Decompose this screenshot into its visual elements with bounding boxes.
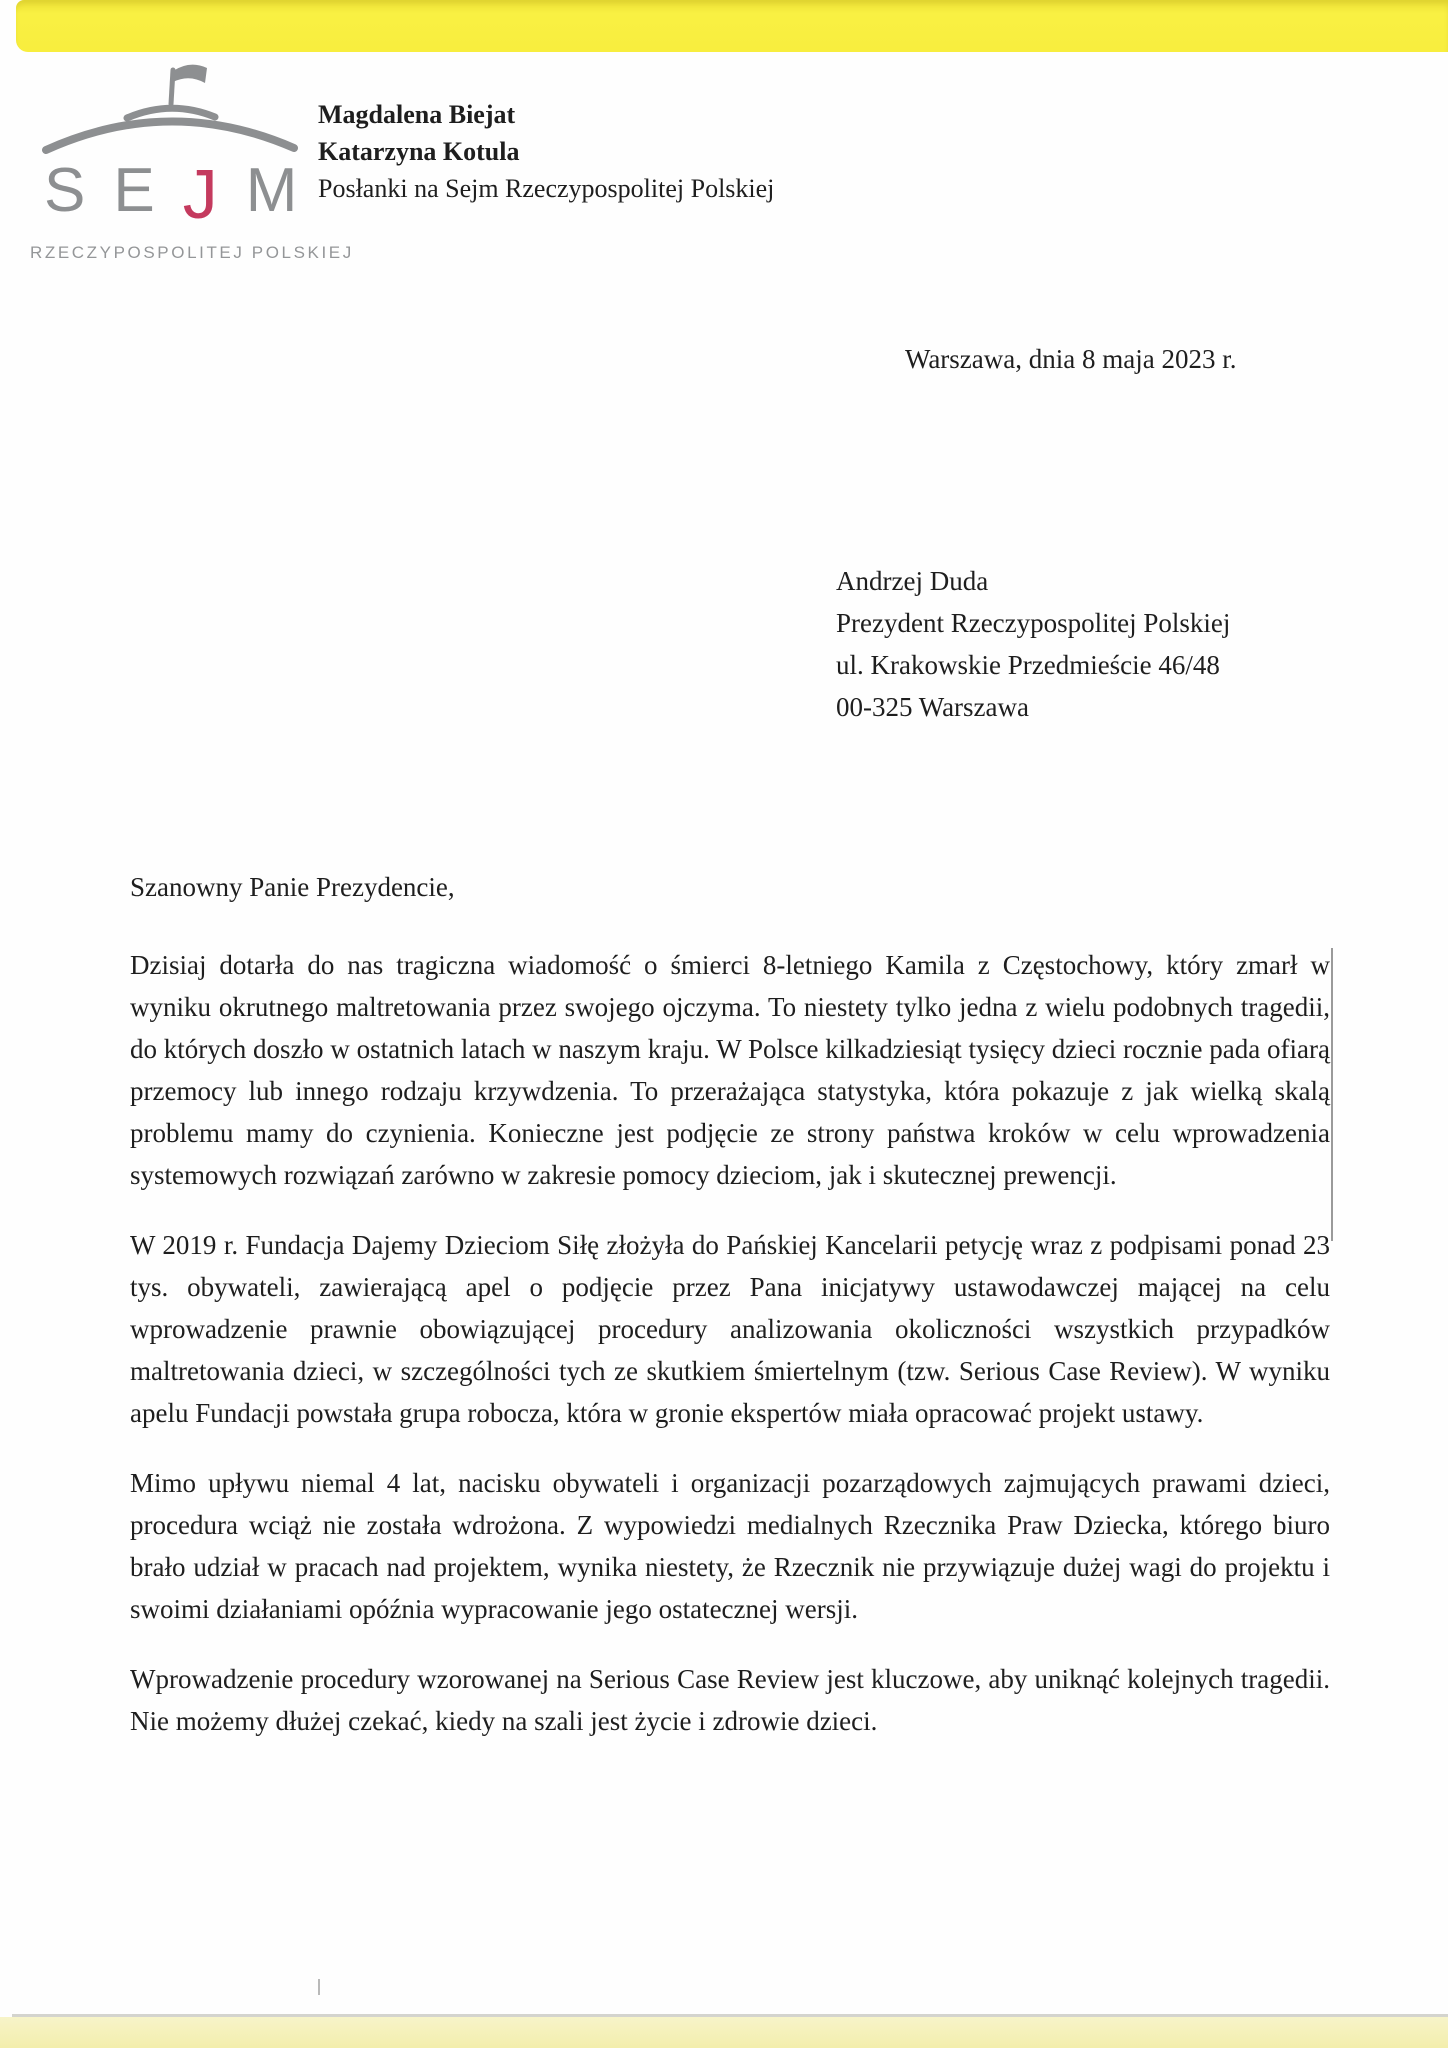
- letter-body: [130, 866, 1330, 1770]
- scan-artifact-right-edge-line: [1331, 948, 1333, 1241]
- dateline: Warszawa, dnia 8 maja 2023 r.: [905, 344, 1237, 374]
- logo-letter-s: S: [44, 156, 86, 225]
- bottom-highlighter-bar: [0, 2017, 1448, 2048]
- logo-subtitle: RZECZYPOSPOLITEJ POLSKIEJ: [30, 243, 354, 262]
- recipient-city: 00-325 Warszawa: [836, 692, 1030, 722]
- salutation: Szanowny Panie Prezydencie,: [130, 872, 455, 902]
- body-paragraph: Dzisiaj dotarła do nas tragiczna wiadomość o śmierci 8-letniego Kamila z Częstochowy, który zmarł w wyniku okrutnego maltretowania przez swojego ojczyma. To niestety tylko jedna z wielu podobnych tragedii, do których doszło w ostatnich latach w naszym kraju. W Polsce kilkadziesiąt tysięcy dzieci rocznie pada ofiarą przemocy lub innego rodzaju krzywdzenia. To przerażająca statystyka, która pokazuje z jak wielką skalą problemu mamy do czynienia. Konieczne jest podjęcie ze strony państwa kroków w celu wprowadzenia systemowych rozwiązań zarówno w zakresie pomocy dzieciom, jak i skutecznej prewencji.: [130, 950, 1330, 1190]
- logo-letter-e: E: [113, 156, 155, 225]
- logo-letter-j: J: [182, 155, 218, 233]
- top-highlighter-bar: [16, 0, 1448, 52]
- scan-artifact-tick: [318, 1979, 320, 1995]
- author-name-2: Katarzyna Kotula: [318, 137, 520, 166]
- recipient-street: ul. Krakowskie Przedmieście 46/48: [836, 650, 1220, 680]
- author-name-1: Magdalena Biejat: [318, 100, 516, 129]
- authors-block: [318, 96, 774, 207]
- body-paragraph: Wprowadzenie procedury wzorowanej na Serious Case Review jest kluczowe, aby uniknąć kolejnych tragedii. Nie możemy dłużej czekać, kiedy na szali jest życie i zdrowie dzieci.: [130, 1664, 1330, 1736]
- sejm-logo: [30, 56, 354, 263]
- body-paragraph: W 2019 r. Fundacja Dajemy Dzieciom Siłę złożyła do Pańskiej Kancelarii petycję wraz z podpisami ponad 23 tys. obywateli, zawierającą apel o podjęcie przez Pana inicjatywy ustawodawczej mającej na celu wprowadzenie prawnie obowiązującej procedury analizowania okoliczności wszystkich przypadków maltretowania dzieci, w szczególności tych ze skutkiem śmiertelnym (tzw. Serious Case Review). W wyniku apelu Fundacji powstała grupa robocza, która w gronie ekspertów miała opracować projekt ustawy.: [130, 1230, 1330, 1428]
- body-paragraph: Mimo upływu niemal 4 lat, nacisku obywateli i organizacji pozarządowych zajmujących prawami dzieci, procedura wciąż nie została wdrożona. Z wypowiedzi medialnych Rzecznika Praw Dziecka, którego biuro brało udział w pracach nad projektem, wynika niestety, że Rzecznik nie przywiązuje dużej wagi do projektu i swoimi działaniami opóźnia wypracowanie jego ostatecznej wersji.: [130, 1468, 1330, 1624]
- sejm-dome-flag-icon: [30, 56, 320, 160]
- recipient-block: [836, 560, 1230, 728]
- recipient-name: Andrzej Duda: [836, 566, 989, 596]
- sejm-logo-letters: [30, 155, 320, 233]
- authors-role: Posłanki na Sejm Rzeczypospolitej Polskiej: [318, 174, 775, 203]
- recipient-title: Prezydent Rzeczypospolitej Polskiej: [836, 608, 1231, 638]
- logo-letter-m: M: [245, 156, 298, 225]
